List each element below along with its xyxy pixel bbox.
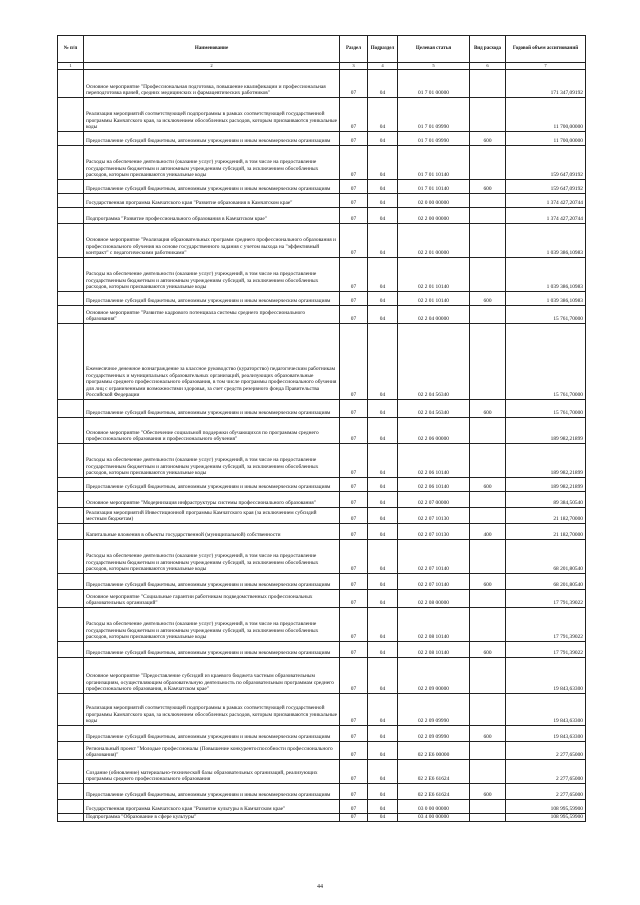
row-section: 07 <box>340 760 368 784</box>
row-number <box>58 400 84 418</box>
row-amount: 15 761,70000 <box>506 306 586 324</box>
budget-table <box>57 35 586 822</box>
table-row <box>58 784 586 800</box>
row-subsection: 04 <box>368 608 398 642</box>
row-target-article: 02 2 09 09990 <box>398 694 470 726</box>
row-section: 07 <box>340 642 368 658</box>
header-section: Раздел <box>340 36 368 63</box>
row-name: Основное мероприятие "Профессиональная подготовка, повышение квалификации и профессиональная переподготовка врачей, средних медицинских и фармацевтических работников" <box>84 70 340 98</box>
row-number <box>58 180 84 194</box>
row-amount: 2 277,65000 <box>506 760 586 784</box>
row-subsection: 04 <box>368 400 398 418</box>
row-subsection: 04 <box>368 784 398 800</box>
column-number: 4 <box>368 63 398 70</box>
row-number <box>58 742 84 760</box>
row-name: Основное мероприятие "Развитие кадрового потенциала системы среднего профессионального образования" <box>84 306 340 324</box>
row-name: Подпрограмма "Образование в сфере культуры" <box>84 814 340 822</box>
row-expense-type <box>470 324 506 400</box>
row-number <box>58 444 84 478</box>
row-expense-type <box>470 814 506 822</box>
row-number <box>58 694 84 726</box>
row-amount: 17 791,39022 <box>506 608 586 642</box>
row-expense-type <box>470 800 506 814</box>
row-amount: 189 982,21899 <box>506 478 586 492</box>
row-section: 07 <box>340 726 368 742</box>
row-subsection: 04 <box>368 742 398 760</box>
row-section: 07 <box>340 508 368 524</box>
row-amount: 68 201,80540 <box>506 540 586 574</box>
row-amount: 15 761,70000 <box>506 324 586 400</box>
row-target-article: 02 2 04 00000 <box>398 306 470 324</box>
row-section: 07 <box>340 784 368 800</box>
table-row <box>58 524 586 540</box>
row-amount: 21 182,70000 <box>506 508 586 524</box>
row-subsection: 04 <box>368 146 398 180</box>
header-target-article: Целевая статья <box>398 36 470 63</box>
row-section: 07 <box>340 258 368 292</box>
row-section: 07 <box>340 694 368 726</box>
row-target-article: 02 2 01 10140 <box>398 292 470 306</box>
row-expense-type: 600 <box>470 180 506 194</box>
row-expense-type <box>470 70 506 98</box>
row-number <box>58 590 84 608</box>
row-number <box>58 658 84 694</box>
row-target-article: 01 7 01 10140 <box>398 146 470 180</box>
row-subsection: 04 <box>368 540 398 574</box>
table-row <box>58 132 586 146</box>
table-row <box>58 478 586 492</box>
row-target-article: 02 2 06 10140 <box>398 444 470 478</box>
row-number <box>58 760 84 784</box>
table-body <box>58 70 586 822</box>
row-expense-type <box>470 306 506 324</box>
row-number <box>58 224 84 258</box>
row-name: Капитальные вложения в объекты государственной (муниципальной) собственности <box>84 524 340 540</box>
row-number <box>58 784 84 800</box>
row-amount: 1 374 427,20744 <box>506 208 586 224</box>
row-section: 07 <box>340 492 368 508</box>
row-amount: 2 277,65000 <box>506 784 586 800</box>
row-number <box>58 194 84 208</box>
row-expense-type: 600 <box>470 400 506 418</box>
row-amount: 68 201,80540 <box>506 574 586 590</box>
row-expense-type <box>470 590 506 608</box>
row-expense-type <box>470 658 506 694</box>
row-subsection: 04 <box>368 324 398 400</box>
row-expense-type <box>470 208 506 224</box>
row-subsection: 04 <box>368 478 398 492</box>
column-number: 1 <box>58 63 84 70</box>
row-name: Предоставление субсидий бюджетным, автономным учреждениям и иным некоммерческим организациям <box>84 574 340 590</box>
row-name: Предоставление субсидий бюджетным, автономным учреждениям и иным некоммерческим организациям <box>84 784 340 800</box>
row-name: Основное мероприятие "Социальные гарантии работникам подведомственных профессиональных образовательных организаций" <box>84 590 340 608</box>
row-target-article: 02 2 06 10140 <box>398 478 470 492</box>
row-amount: 1 374 427,20744 <box>506 194 586 208</box>
row-section: 07 <box>340 208 368 224</box>
row-number <box>58 540 84 574</box>
row-subsection: 04 <box>368 444 398 478</box>
row-subsection: 04 <box>368 208 398 224</box>
row-amount: 15 761,70000 <box>506 400 586 418</box>
column-number: 7 <box>506 63 586 70</box>
row-target-article: 03 4 00 00000 <box>398 814 470 822</box>
row-expense-type <box>470 258 506 292</box>
row-section: 07 <box>340 658 368 694</box>
table-row <box>58 70 586 98</box>
row-subsection: 04 <box>368 306 398 324</box>
row-number <box>58 608 84 642</box>
row-section: 07 <box>340 306 368 324</box>
row-section: 07 <box>340 444 368 478</box>
row-section: 07 <box>340 800 368 814</box>
table-row <box>58 608 586 642</box>
row-target-article: 03 0 00 00000 <box>398 800 470 814</box>
table-row <box>58 180 586 194</box>
row-target-article: 02 2 06 00000 <box>398 418 470 444</box>
row-amount: 159 647,09192 <box>506 180 586 194</box>
row-number <box>58 324 84 400</box>
row-subsection: 04 <box>368 590 398 608</box>
row-section: 07 <box>340 540 368 574</box>
row-amount: 171 347,09192 <box>506 70 586 98</box>
row-expense-type <box>470 608 506 642</box>
row-subsection: 04 <box>368 574 398 590</box>
row-target-article: 02 2 07 10130 <box>398 508 470 524</box>
row-amount: 1 039 386,10983 <box>506 224 586 258</box>
row-expense-type <box>470 418 506 444</box>
row-target-article: 02 2 04 56340 <box>398 400 470 418</box>
row-number <box>58 524 84 540</box>
header-annual-amount: Годовой объем ассигнований <box>506 36 586 63</box>
table-row <box>58 194 586 208</box>
table-row <box>58 742 586 760</box>
column-number: 2 <box>84 63 340 70</box>
table-row <box>58 540 586 574</box>
row-section: 07 <box>340 742 368 760</box>
table-row <box>58 98 586 132</box>
row-expense-type: 600 <box>470 478 506 492</box>
row-expense-type <box>470 492 506 508</box>
row-name: Основное мероприятие "Предоставление субсидий из краевого бюджета частным образовательным организациям, осуществляющим образовательную деятельность по образовательным программам среднего профессионального образования, в Камчатском крае" <box>84 658 340 694</box>
row-number <box>58 574 84 590</box>
row-name: Предоставление субсидий бюджетным, автономным учреждениям и иным некоммерческим организациям <box>84 132 340 146</box>
row-subsection: 04 <box>368 658 398 694</box>
row-expense-type <box>470 742 506 760</box>
row-subsection: 04 <box>368 760 398 784</box>
row-target-article: 02 2 07 10140 <box>398 540 470 574</box>
row-amount: 189 982,21899 <box>506 418 586 444</box>
row-expense-type: 600 <box>470 726 506 742</box>
row-name: Расходы на обеспечение деятельности (оказание услуг) учреждений, в том числе на предоставление государственным бюджетным и автономным учреждениям субсидий, за исключением обособленных расходов, которым присваиваются уникальные коды <box>84 258 340 292</box>
row-target-article: 02 2 08 00000 <box>398 590 470 608</box>
row-name: Предоставление субсидий бюджетным, автономным учреждениям и иным некоммерческим организациям <box>84 726 340 742</box>
row-subsection: 04 <box>368 508 398 524</box>
row-number <box>58 492 84 508</box>
row-number <box>58 208 84 224</box>
row-target-article: 02 2 09 09990 <box>398 726 470 742</box>
table-row <box>58 146 586 180</box>
row-amount: 2 277,65000 <box>506 742 586 760</box>
row-number <box>58 98 84 132</box>
row-amount: 19 843,63300 <box>506 658 586 694</box>
row-number <box>58 508 84 524</box>
row-target-article: 01 7 01 09990 <box>398 132 470 146</box>
row-target-article: 01 7 01 00000 <box>398 70 470 98</box>
row-name: Региональный проект "Молодые профессионалы (Повышение конкурентоспособности профессионального образования)" <box>84 742 340 760</box>
table-row <box>58 258 586 292</box>
table-row <box>58 418 586 444</box>
column-number: 5 <box>398 63 470 70</box>
row-section: 07 <box>340 146 368 180</box>
header-subsection: Подраздел <box>368 36 398 63</box>
row-target-article: 02 2 07 00000 <box>398 492 470 508</box>
row-amount: 189 982,21899 <box>506 444 586 478</box>
table-row <box>58 306 586 324</box>
row-target-article: 02 2 08 10140 <box>398 608 470 642</box>
row-number <box>58 292 84 306</box>
table-row <box>58 292 586 306</box>
row-target-article: 02 2 08 10140 <box>398 642 470 658</box>
row-expense-type: 600 <box>470 642 506 658</box>
row-amount: 108 995,59900 <box>506 814 586 822</box>
row-section: 07 <box>340 478 368 492</box>
row-amount: 11 700,00000 <box>506 98 586 132</box>
header-name: Наименование <box>84 36 340 63</box>
table-row <box>58 444 586 478</box>
row-name: Реализация мероприятий соответствующей подпрограммы в рамках соответствующей государственной программы Камчатского края, за исключением обособленных расходов, которым присваиваются уникальные коды <box>84 98 340 132</box>
row-section: 07 <box>340 98 368 132</box>
row-number <box>58 132 84 146</box>
row-section: 07 <box>340 524 368 540</box>
row-subsection: 04 <box>368 492 398 508</box>
table-header-row <box>58 36 586 63</box>
table-row <box>58 726 586 742</box>
row-number <box>58 258 84 292</box>
row-name: Государственная программа Камчатского края "Развитие культуры в Камчатском крае" <box>84 800 340 814</box>
row-target-article: 02 2 01 00000 <box>398 224 470 258</box>
header-number: № п/п <box>58 36 84 63</box>
table-row <box>58 508 586 524</box>
row-name: Предоставление субсидий бюджетным, автономным учреждениям и иным некоммерческим организациям <box>84 642 340 658</box>
row-target-article: 02 0 00 00000 <box>398 194 470 208</box>
table-row <box>58 574 586 590</box>
row-amount: 159 647,09192 <box>506 146 586 180</box>
row-target-article: 02 2 E6 61624 <box>398 760 470 784</box>
row-amount: 19 843,63300 <box>506 694 586 726</box>
row-expense-type <box>470 508 506 524</box>
row-number <box>58 642 84 658</box>
row-target-article: 02 2 E6 00000 <box>398 742 470 760</box>
row-subsection: 04 <box>368 642 398 658</box>
row-number <box>58 306 84 324</box>
row-name: Основное мероприятие "Реализация образовательных программ среднего профессионального образования и профессионального обучения на основе государственного задания с учетом выхода на "эффективный контракт" с педагогическими работниками" <box>84 224 340 258</box>
table-row <box>58 224 586 258</box>
table-row <box>58 800 586 814</box>
row-subsection: 04 <box>368 194 398 208</box>
row-number <box>58 800 84 814</box>
row-subsection: 04 <box>368 726 398 742</box>
row-subsection: 04 <box>368 258 398 292</box>
row-expense-type: 600 <box>470 784 506 800</box>
column-number: 6 <box>470 63 506 70</box>
row-amount: 108 995,59900 <box>506 800 586 814</box>
row-target-article: 02 2 04 56340 <box>398 324 470 400</box>
row-section: 07 <box>340 418 368 444</box>
header-expense-type: Вид расхода <box>470 36 506 63</box>
row-section: 07 <box>340 292 368 306</box>
row-number <box>58 726 84 742</box>
row-subsection: 04 <box>368 70 398 98</box>
row-expense-type: 600 <box>470 132 506 146</box>
row-name: Ежемесячное денежное вознаграждение за классное руководство (кураторство) педагогическим работникам государственных и муниципальных образовательных организаций, реализующих образовательные программы среднего профессионального образования, в том числе программы профессионального обучения для лиц с ограниченными возможностями здоровья, за счет средств резервного фонда Правительства Российской Федерации <box>84 324 340 400</box>
row-subsection: 04 <box>368 180 398 194</box>
row-expense-type <box>470 694 506 726</box>
column-number: 3 <box>340 63 368 70</box>
table-row <box>58 324 586 400</box>
row-name: Расходы на обеспечение деятельности (оказание услуг) учреждений, в том числе на предоставление государственным бюджетным и автономным учреждениям субсидий, за исключением обособленных расходов, которым присваиваются уникальные коды <box>84 608 340 642</box>
table-row <box>58 658 586 694</box>
row-subsection: 04 <box>368 524 398 540</box>
row-expense-type <box>470 540 506 574</box>
row-target-article: 02 2 07 10140 <box>398 574 470 590</box>
row-name: Расходы на обеспечение деятельности (оказание услуг) учреждений, в том числе на предоставление государственным бюджетным и автономным учреждениям субсидий, за исключением обособленных расходов, которым присваиваются уникальные коды <box>84 540 340 574</box>
row-target-article: 02 2 00 00000 <box>398 208 470 224</box>
table-row <box>58 400 586 418</box>
row-name: Предоставление субсидий бюджетным, автономным учреждениям и иным некоммерческим организациям <box>84 400 340 418</box>
row-name: Предоставление субсидий бюджетным, автономным учреждениям и иным некоммерческим организациям <box>84 478 340 492</box>
row-section: 07 <box>340 590 368 608</box>
row-expense-type: 400 <box>470 524 506 540</box>
budget-table-page <box>57 35 585 822</box>
row-name: Предоставление субсидий бюджетным, автономным учреждениям и иным некоммерческим организациям <box>84 180 340 194</box>
row-name: Реализация мероприятий Инвестиционной программы Камчатского края (за исключением субсидий местным бюджетам) <box>84 508 340 524</box>
row-target-article: 02 2 09 00000 <box>398 658 470 694</box>
row-section: 07 <box>340 132 368 146</box>
table-row <box>58 492 586 508</box>
row-target-article: 01 7 01 09990 <box>398 98 470 132</box>
row-section: 07 <box>340 70 368 98</box>
table-row <box>58 208 586 224</box>
table-row <box>58 590 586 608</box>
row-name: Создание (обновление) материально-технической базы образовательных организаций, реализующих программы среднего профессионального образования <box>84 760 340 784</box>
row-section: 07 <box>340 324 368 400</box>
row-subsection: 04 <box>368 694 398 726</box>
row-expense-type <box>470 98 506 132</box>
row-number <box>58 814 84 822</box>
row-subsection: 04 <box>368 800 398 814</box>
row-number <box>58 146 84 180</box>
column-number-row <box>58 63 586 70</box>
row-name: Основное мероприятие "Обеспечение социальной поддержки обучающихся по программам среднего профессионального образования и профессионального обучения" <box>84 418 340 444</box>
row-expense-type <box>470 760 506 784</box>
row-amount: 89 384,50540 <box>506 492 586 508</box>
row-subsection: 04 <box>368 224 398 258</box>
row-amount: 17 791,39022 <box>506 590 586 608</box>
row-number <box>58 418 84 444</box>
row-amount: 19 843,63300 <box>506 726 586 742</box>
row-amount: 1 039 386,10983 <box>506 292 586 306</box>
row-section: 07 <box>340 814 368 822</box>
row-amount: 11 700,00000 <box>506 132 586 146</box>
row-amount: 1 039 386,10983 <box>506 258 586 292</box>
row-number <box>58 478 84 492</box>
row-name: Расходы на обеспечение деятельности (оказание услуг) учреждений, в том числе на предоставление государственным бюджетным и автономным учреждениям субсидий, за исключением обособленных расходов, которым присваиваются уникальные коды <box>84 146 340 180</box>
table-row <box>58 814 586 822</box>
row-section: 07 <box>340 574 368 590</box>
row-expense-type: 600 <box>470 574 506 590</box>
row-subsection: 04 <box>368 292 398 306</box>
row-name: Предоставление субсидий бюджетным, автономным учреждениям и иным некоммерческим организациям <box>84 292 340 306</box>
row-section: 07 <box>340 224 368 258</box>
row-name: Реализация мероприятий соответствующей подпрограммы в рамках соответствующей государственной программы Камчатского края, за исключением обособленных расходов, которым присваиваются уникальные коды <box>84 694 340 726</box>
table-row <box>58 642 586 658</box>
row-section: 07 <box>340 194 368 208</box>
row-target-article: 02 2 01 10140 <box>398 258 470 292</box>
row-target-article: 02 2 07 10130 <box>398 524 470 540</box>
row-name: Основное мероприятие "Модернизация инфраструктуры системы профессионального образования" <box>84 492 340 508</box>
row-subsection: 04 <box>368 814 398 822</box>
row-name: Государственная программа Камчатского края "Развитие образования в Камчатском крае" <box>84 194 340 208</box>
row-expense-type <box>470 146 506 180</box>
row-expense-type <box>470 444 506 478</box>
row-number <box>58 70 84 98</box>
row-amount: 21 182,70000 <box>506 524 586 540</box>
row-subsection: 04 <box>368 98 398 132</box>
page-number: 44 <box>317 884 323 890</box>
row-section: 07 <box>340 608 368 642</box>
table-row <box>58 760 586 784</box>
row-name: Подпрограмма "Развитие профессионального образования в Камчатском крае" <box>84 208 340 224</box>
row-amount: 17 791,39022 <box>506 642 586 658</box>
row-name: Расходы на обеспечение деятельности (оказание услуг) учреждений, в том числе на предоставление государственным бюджетным и автономным учреждениям субсидий, за исключением обособленных расходов, которым присваиваются уникальные коды <box>84 444 340 478</box>
table-row <box>58 694 586 726</box>
row-expense-type <box>470 224 506 258</box>
row-target-article: 01 7 01 10140 <box>398 180 470 194</box>
row-expense-type: 600 <box>470 292 506 306</box>
row-section: 07 <box>340 400 368 418</box>
row-section: 07 <box>340 180 368 194</box>
row-expense-type <box>470 194 506 208</box>
row-target-article: 02 2 E6 61624 <box>398 784 470 800</box>
row-subsection: 04 <box>368 418 398 444</box>
row-subsection: 04 <box>368 132 398 146</box>
